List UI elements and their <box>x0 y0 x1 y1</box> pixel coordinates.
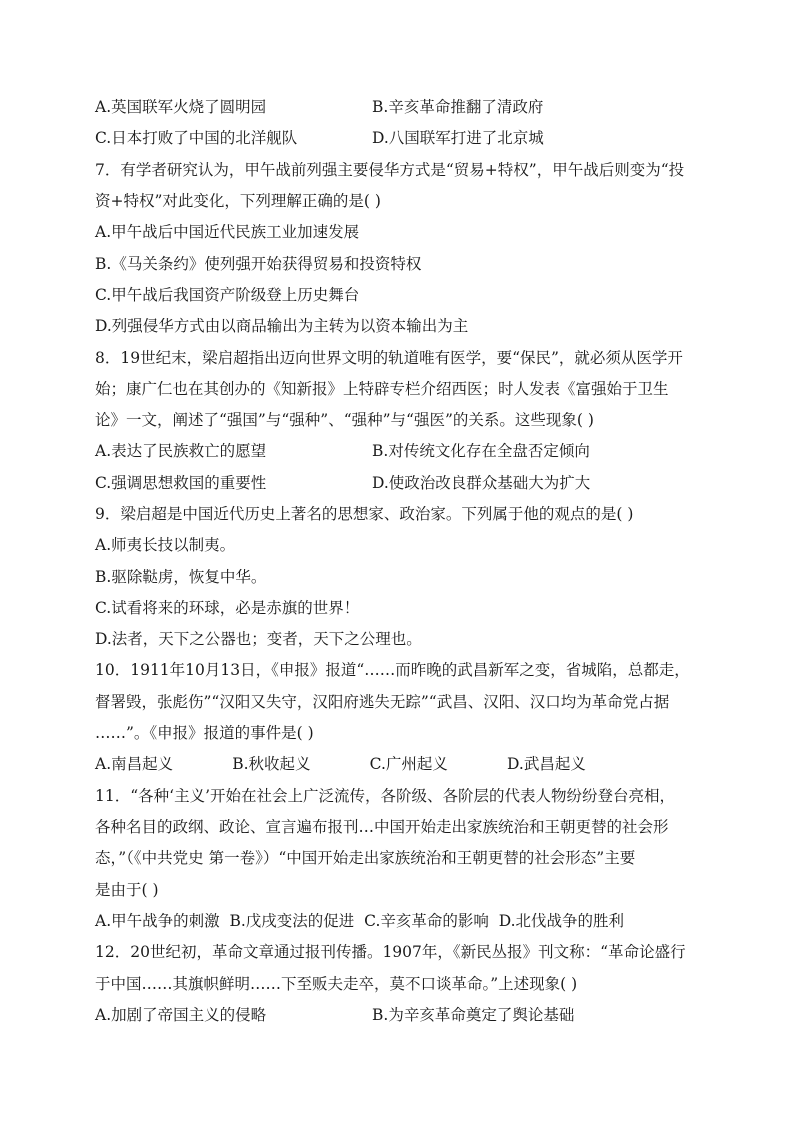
option-d: D.使政治改良群众基础大为扩大 <box>372 474 591 492</box>
option-line: D.法者，天下之公器也；变者，天下之公理也。 <box>95 630 422 648</box>
option-line: A.甲午战后中国近代民族工业加速发展 <box>95 223 360 241</box>
question-text: 始；康广仁也在其创办的《知新报》上特辟专栏介绍西医；时人发表《富强始于卫生 <box>95 380 669 398</box>
question-text: 8．19世纪末，梁启超指出迈向世界文明的轨道唯有医学，要“保民”，就必须从医学开 <box>95 349 683 367</box>
question-text: 各种名目的政纲、政论、宣言遍布报刊…中国开始走出家族统治和王朝更替的社会形 <box>95 818 669 836</box>
question-text: 是由于( ) <box>95 881 159 899</box>
question-text: 12．20世纪初，革命文章通过报刊传播。1907年，《新民丛报》刊文称：“革命论盛行 <box>95 943 686 961</box>
option-line: B.驱除鞑虏，恢复中华。 <box>95 568 267 586</box>
option-a: A.英国联军火烧了圆明园 <box>95 98 267 116</box>
option-b: B.为辛亥革命奠定了舆论基础 <box>372 1006 575 1024</box>
option-b: B.辛亥革命推翻了清政府 <box>372 98 544 116</box>
option-row <box>95 126 544 148</box>
option-b: B.对传统文化存在全盘否定倾向 <box>372 442 590 460</box>
option-line: C.甲午战后我国资产阶级登上历史舞台 <box>95 286 360 304</box>
option-line: B.《马关条约》使列强开始获得贸易和投资特权 <box>95 255 422 273</box>
question-text: 7．有学者研究认为，甲午战前列强主要侵华方式是“贸易+特权”，甲午战后则变为“投 <box>95 161 685 179</box>
question-text: 资+特权”对此变化，下列理解正确的是( ) <box>95 192 381 210</box>
option-row <box>95 471 591 493</box>
question-text: 态，”（《中共党史 第一卷》）“中国开始走出家族统治和王朝更替的社会形态”主要 <box>95 849 636 867</box>
option-c: C.日本打败了中国的北洋舰队 <box>95 129 298 147</box>
option-row <box>95 95 544 117</box>
option-row <box>95 1003 575 1025</box>
option-line: A.南昌起义 B.秋收起义 C.广州起义 D.武昌起义 <box>95 755 586 773</box>
option-line: D.列强侵华方式由以商品输出为主转为以资本输出为主 <box>95 317 469 335</box>
option-line: A.甲午战争的刺激 B.戊戌变法的促进 C.辛亥革命的影响 D.北伐战争的胜利 <box>95 912 625 930</box>
option-line: A.师夷长技以制夷。 <box>95 536 236 554</box>
option-a: A.表达了民族救亡的愿望 <box>95 442 267 460</box>
question-text: ……”。《申报》报道的事件是( ) <box>95 724 314 742</box>
question-text: 于中国……其旗帜鲜明……下至贩夫走卒，莫不口谈革命。”上述现象( ) <box>95 975 578 993</box>
question-text: 论》一文，阐述了“强国”与“强种”、“强种”与“强医”的关系。这些现象( ) <box>95 411 594 429</box>
option-row <box>95 439 590 461</box>
option-d: D.八国联军打进了北京城 <box>372 129 544 147</box>
option-line: C.试看将来的环球，必是赤旗的世界！ <box>95 599 360 617</box>
question-text: 督署毁，张彪伤”“汉阳又失守，汉阳府逃失无踪”“武昌、汉阳、汉口均为革命党占据 <box>95 693 670 711</box>
question-text: 11．“各种‘主义’开始在社会上广泛流传，各阶级、各阶层的代表人物纷纷登台亮相， <box>95 787 676 805</box>
question-text: 10．1911年10月13日，《申报》报道“……而昨晚的武昌新军之变，省城陷，总都走， <box>95 661 690 679</box>
question-text: 9．梁启超是中国近代历史上著名的思想家、政治家。下列属于他的观点的是( ) <box>95 505 634 523</box>
option-c: C.强调思想救国的重要性 <box>95 474 267 492</box>
option-a: A.加剧了帝国主义的侵略 <box>95 1006 267 1024</box>
